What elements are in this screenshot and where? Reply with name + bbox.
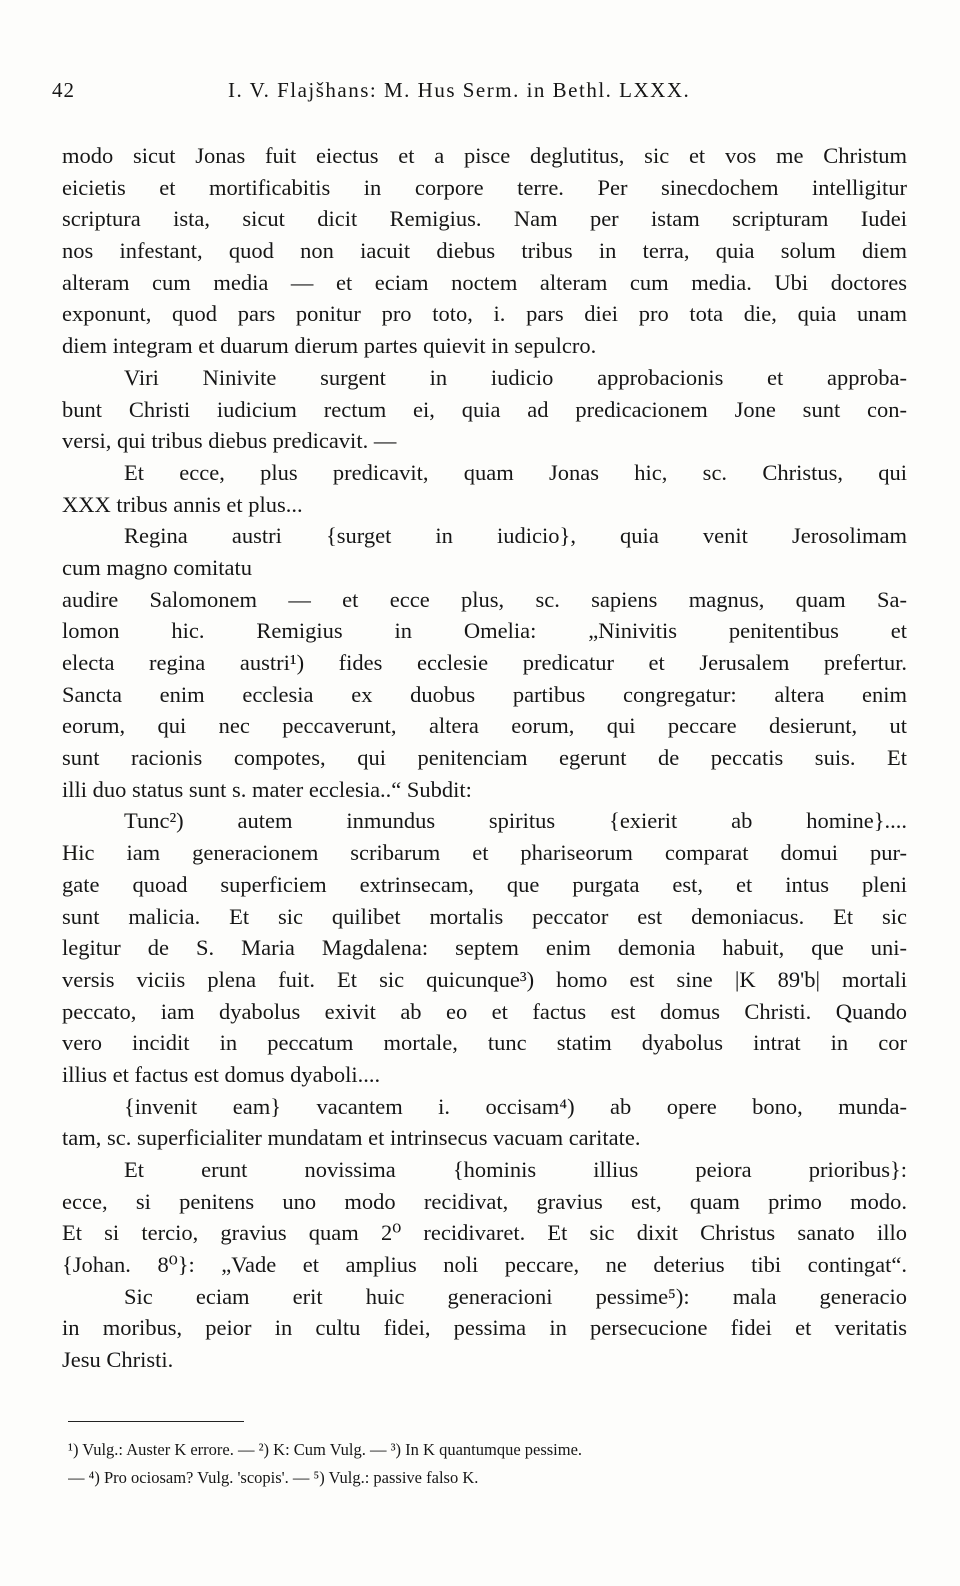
text-line: electa regina austri¹) fides ecclesie predicatur et Jerusalem prefertur. [62,650,907,675]
text-line: Sancta enim ecclesia ex duobus partibus congregatur: altera enim [62,681,907,707]
text-line: Viri Ninivite surgent in iudicio approbacionis et approba- [124,364,907,390]
text-line: sunt malicia. Et sic quilibet mortalis peccator est demoniacus. Et sic [62,903,907,929]
text-line: illi duo status sunt s. mater ecclesia..“ Subdit: [62,776,472,802]
text-line: Et ecce, plus predicavit, quam Jonas hic, sc. Christus, qui [124,459,907,485]
text-line: Et erunt novissima {hominis illius peiora prioribus}: [124,1157,907,1182]
footnote-rule [68,1421,244,1422]
text-line: {Johan. 8⁰}: „Vade et amplius noli peccare, ne deterius tibi contingat“. [62,1252,907,1278]
text-line: ecce, si penitens uno modo recidivat, gravius est, quam primo modo. [62,1188,907,1214]
text-line: in moribus, peior in cultu fidei, pessima in persecucione fidei et veritatis [62,1315,907,1341]
page-number: 42 [52,78,75,102]
text-line: exponunt, quod pars ponitur pro toto, i. pars diei pro tota die, quia unam [62,301,907,327]
text-line: illius et factus est domus dyaboli.... [62,1061,381,1087]
text-line: cum magno comitatu [62,554,252,580]
text-line: Hic iam generacionem scribarum et phariseorum comparat domui pur- [62,840,907,866]
text-line: Jesu Christi. [62,1347,174,1373]
running-header [52,78,912,108]
text-line: lomon hic. Remigius in Omelia: „Ninivitis penitentibus et [62,618,907,644]
text-line: Sic eciam erit huic generacioni pessime⁵): mala generacio [124,1283,907,1309]
text-line: scriptura ista, sicut dicit Remigius. Nam per istam scripturam Iudei [62,206,907,232]
text-line: nos infestant, quod non iacuit diebus tribus in terra, quia solum diem [62,238,907,264]
text-line: {invenit eam} vacantem i. occisam⁴) ab opere bono, munda- [124,1093,907,1119]
text-line: versis viciis plena fuit. Et sic quicunque³) homo est sine |K 89'b| mortali [62,966,907,992]
main-text [62,140,907,1376]
text-line: diem integram et duarum dierum partes quievit in sepulcro. [62,333,597,359]
text-line: peccato, iam dyabolus exivit ab eo et factus est domus Christi. Quando [62,998,907,1024]
text-line: XXX tribus annis et plus... [62,491,303,517]
text-line: bunt Christi iudicium rectum ei, quia ad predicacionem Jone sunt con- [62,396,907,422]
text-line: vero incidit in peccatum mortale, tunc statim dyabolus intrat in cor [62,1030,907,1056]
footnotes [68,1436,904,1492]
text-line: legitur de S. Maria Magdalena: septem enim demonia habuit, que uni- [62,935,907,961]
text-line: gate quoad superficiem extrinsecam, que purgata est, et intus pleni [62,871,907,897]
text-line: versi, qui tribus diebus predicavit. — [62,428,397,454]
text-line: eicietis et mortificabitis in corpore terre. Per sinecdochem intelligitur [62,174,907,200]
text-line: tam, sc. superficialiter mundatam et intrinsecus vacuam caritate. [62,1125,641,1151]
text-line: alteram cum media — et eciam noctem alteram cum media. Ubi doctores [62,269,907,295]
running-title: I. V. Flajšhans: M. Hus Serm. in Bethl. LXXX. [228,78,691,102]
text-line: sunt racionis compotes, qui penitenciam egerunt de peccatis suis. Et [62,745,907,771]
text-line: audire Salomonem — et ecce plus, sc. sapiens magnus, quam Sa- [62,586,907,612]
text-line: eorum, qui nec peccaverunt, altera eorum, qui peccare desierunt, ut [62,713,907,739]
text-line: modo sicut Jonas fuit eiectus et a pisce deglutitus, sic et vos me Christum [62,143,907,168]
text-line: Tunc²) autem inmundus spiritus {exierit ab homine}.... [124,808,907,834]
footnote-line: — ⁴) Pro ociosam? Vulg. 'scopis'. — ⁵) Vulg.: passive falso K. [68,1468,479,1487]
text-line: Regina austri {surget in iudicio}, quia venit Jerosolimam [124,523,907,549]
footnote-line: ¹) Vulg.: Auster K errore. — ²) K: Cum Vulg. — ³) In K quantumque pessime. [68,1440,583,1459]
text-line: Et si tercio, gravius quam 2⁰ recidivaret. Et sic dixit Christus sanato illo [62,1220,907,1246]
